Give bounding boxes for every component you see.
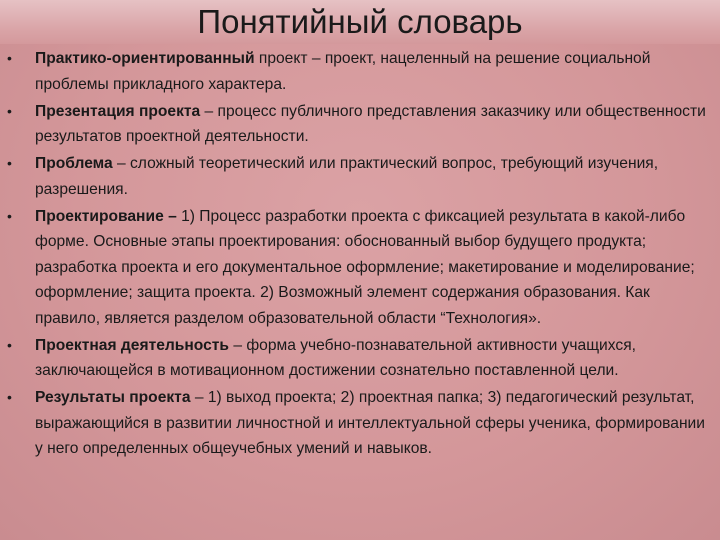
glossary-item-problem — [0, 151, 720, 202]
term: Презентация проекта — [35, 102, 201, 120]
definition: – процесс публичного представления заказчику или общественности результатов проектной деятельности. — [35, 102, 706, 145]
definition: – сложный теоретический или практический вопрос, требующий изучения, разрешения. — [35, 155, 659, 198]
bullet-icon: • — [7, 50, 12, 66]
glossary-item-presentation — [0, 99, 720, 150]
term: Практико-ориентированный — [35, 50, 255, 67]
term: Результаты проекта — [35, 389, 191, 406]
bullet-icon: • — [7, 155, 12, 171]
glossary-item-design — [0, 204, 720, 332]
definition: проект – проект, нацеленный на решение социальной проблемы прикладного характера. — [35, 50, 651, 93]
bullet-icon: • — [7, 389, 12, 405]
term: Проектирование – — [35, 207, 177, 225]
bullet-icon: • — [7, 102, 12, 119]
definition: 1) Процесс разработки проекта с фиксацией результата в какой-либо форме. Основные этапы проектирования: обоснованный выбор будущего продукта; разработка проекта и его документальное оформление; макетирование и моделирование; оформление; защита проекта. 2) Возможный элемент содержания образования. Как правило, является разделом образовательной области “Технология». — [35, 207, 695, 327]
glossary-item-project-activity — [0, 333, 720, 384]
bullet-icon: • — [7, 207, 12, 224]
slide-title: Понятийный словарь — [197, 3, 523, 40]
term: Проблема — [35, 155, 113, 172]
bullet-icon: • — [7, 336, 12, 353]
term: Проектная деятельность — [35, 336, 230, 354]
definition: – форма учебно-познавательной активности учащихся, заключающейся в мотивационном достижении сознательно поставленной цели. — [35, 336, 636, 379]
definition: – 1) выход проекта; 2) проектная папка; 3) педагогический результат, выражающийся в развитии личностной и интеллектуальной сферы ученика, формировании у него определенных общеучебных умений и навыков. — [35, 389, 705, 457]
glossary-item-project-results — [0, 385, 720, 462]
glossary-item-practice-oriented — [0, 46, 720, 97]
glossary-list — [0, 46, 720, 463]
title-bar — [0, 0, 720, 44]
